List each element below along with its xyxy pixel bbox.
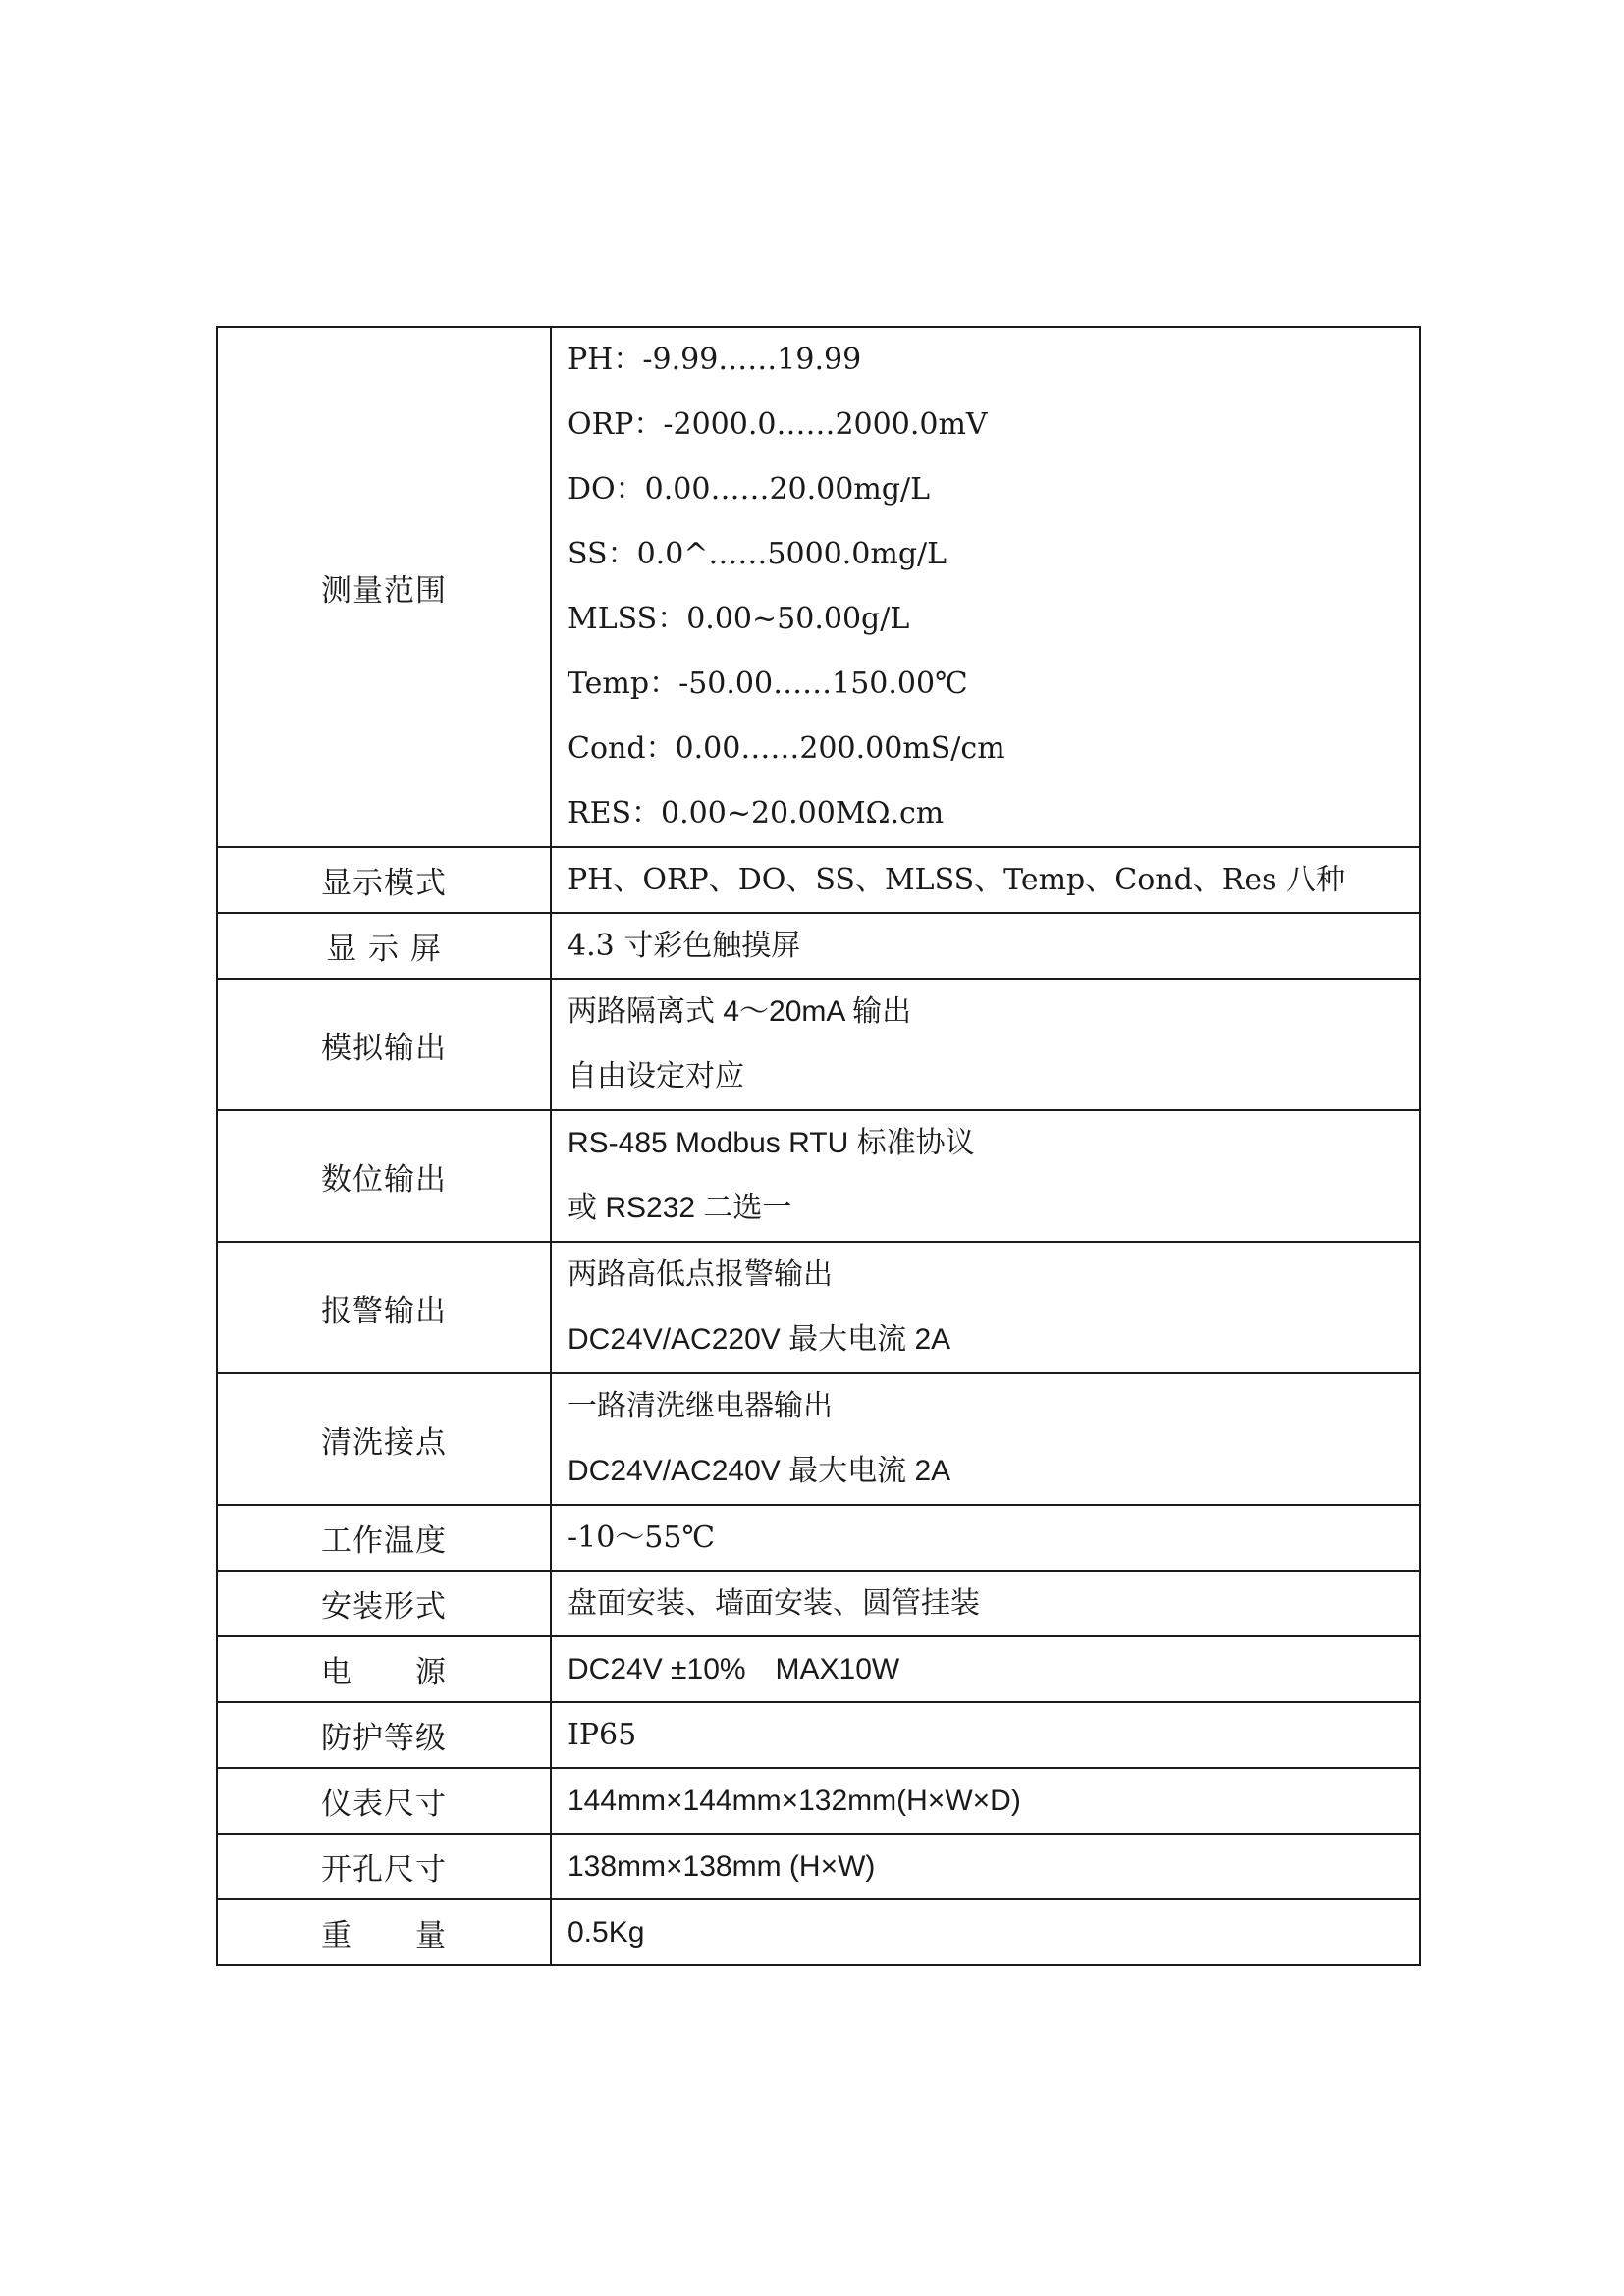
table-row xyxy=(217,1768,1420,1834)
row-label: 报警输出 xyxy=(321,1293,447,1329)
value-line: 144mm×144mm×132mm(H×W×D) xyxy=(568,1785,1021,1817)
row-value-cell xyxy=(551,1373,1420,1505)
row-label-cell xyxy=(217,847,551,913)
row-label: 重 量 xyxy=(321,1918,447,1953)
value-line: RES：0.00~20.00MΩ.cm xyxy=(568,796,945,830)
row-label-cell xyxy=(217,1702,551,1768)
value-line: 盘面安装、墙面安装、圆管挂装 xyxy=(568,1586,980,1621)
value-line: 138mm×138mm (H×W) xyxy=(568,1850,876,1883)
value-line: 自由设定对应 xyxy=(568,1059,744,1094)
value-line: 或 RS232 二选一 xyxy=(568,1192,792,1224)
value-line: MLSS：0.00~50.00g/L xyxy=(568,602,910,636)
row-label-cell xyxy=(217,1505,551,1571)
row-label-cell xyxy=(217,1571,551,1636)
value-line: ORP：-2000.0……2000.0mV xyxy=(568,407,988,442)
spec-table xyxy=(216,326,1421,1966)
row-value-cell xyxy=(551,1834,1420,1899)
value-line: DC24V/AC240V 最大电流 2A xyxy=(568,1455,951,1487)
value-line: RS-485 Modbus RTU 标准协议 xyxy=(568,1127,975,1159)
row-value-cell xyxy=(551,979,1420,1110)
table-row xyxy=(217,979,1420,1110)
table-row xyxy=(217,1571,1420,1636)
row-label: 安装形式 xyxy=(321,1589,447,1625)
row-label: 模拟输出 xyxy=(321,1030,447,1066)
table-row xyxy=(217,1702,1420,1768)
row-value-cell xyxy=(551,847,1420,913)
row-value-cell xyxy=(551,1505,1420,1571)
value-line: Temp：-50.00……150.00℃ xyxy=(568,667,968,701)
value-line: PH、ORP、DO、SS、MLSS、Temp、Cond、Res 八种 xyxy=(568,863,1346,897)
row-label-cell xyxy=(217,1768,551,1834)
table-row xyxy=(217,1834,1420,1899)
row-label: 测量范围 xyxy=(321,572,447,609)
row-value-cell xyxy=(551,327,1420,847)
row-label: 防护等级 xyxy=(321,1721,447,1756)
value-line: 0.5Kg xyxy=(568,1916,645,1949)
row-value-cell xyxy=(551,1768,1420,1834)
value-line: DO：0.00……20.00mg/L xyxy=(568,472,931,507)
value-line: 一路清洗继电器输出 xyxy=(568,1389,833,1423)
row-label: 开孔尺寸 xyxy=(321,1852,447,1888)
value-line: PH：-9.99……19.99 xyxy=(568,343,862,377)
row-label-cell xyxy=(217,1636,551,1702)
row-label: 显示模式 xyxy=(321,866,447,901)
row-value-cell xyxy=(551,1571,1420,1636)
row-label-cell xyxy=(217,1899,551,1965)
value-line: SS：0.0^……5000.0mg/L xyxy=(568,537,947,571)
row-value-cell xyxy=(551,913,1420,979)
row-label: 数位输出 xyxy=(321,1161,447,1198)
row-label: 仪表尺寸 xyxy=(321,1787,447,1822)
row-label-cell xyxy=(217,979,551,1110)
value-line: 4.3 寸彩色触摸屏 xyxy=(568,929,801,963)
value-line: 两路高低点报警输出 xyxy=(568,1257,833,1292)
table-row xyxy=(217,1505,1420,1571)
table-row xyxy=(217,1373,1420,1505)
value-line: DC24V/AC220V 最大电流 2A xyxy=(568,1323,951,1356)
row-label: 显 示 屏 xyxy=(326,932,442,967)
table-row xyxy=(217,847,1420,913)
row-label-cell xyxy=(217,327,551,847)
row-value-cell xyxy=(551,1899,1420,1965)
value-line: Cond：0.00……200.00mS/cm xyxy=(568,731,1005,766)
table-row xyxy=(217,1636,1420,1702)
row-value-cell xyxy=(551,1242,1420,1373)
row-label-cell xyxy=(217,1242,551,1373)
value-line: -10～55℃ xyxy=(568,1521,716,1555)
table-row xyxy=(217,1899,1420,1965)
table-row xyxy=(217,327,1420,847)
row-label-cell xyxy=(217,913,551,979)
table-row xyxy=(217,913,1420,979)
value-line: DC24V ±10% MAX10W xyxy=(568,1653,900,1685)
row-label: 电 源 xyxy=(321,1655,447,1690)
row-label-cell xyxy=(217,1834,551,1899)
row-label: 清洗接点 xyxy=(321,1424,447,1461)
row-label: 工作温度 xyxy=(321,1523,447,1559)
row-value-cell xyxy=(551,1110,1420,1242)
row-label-cell xyxy=(217,1373,551,1505)
table-row xyxy=(217,1110,1420,1242)
value-line: 两路隔离式 4～20mA 输出 xyxy=(568,995,912,1028)
row-value-cell xyxy=(551,1702,1420,1768)
row-value-cell xyxy=(551,1636,1420,1702)
table-row xyxy=(217,1242,1420,1373)
row-label-cell xyxy=(217,1110,551,1242)
value-line: IP65 xyxy=(568,1718,637,1752)
